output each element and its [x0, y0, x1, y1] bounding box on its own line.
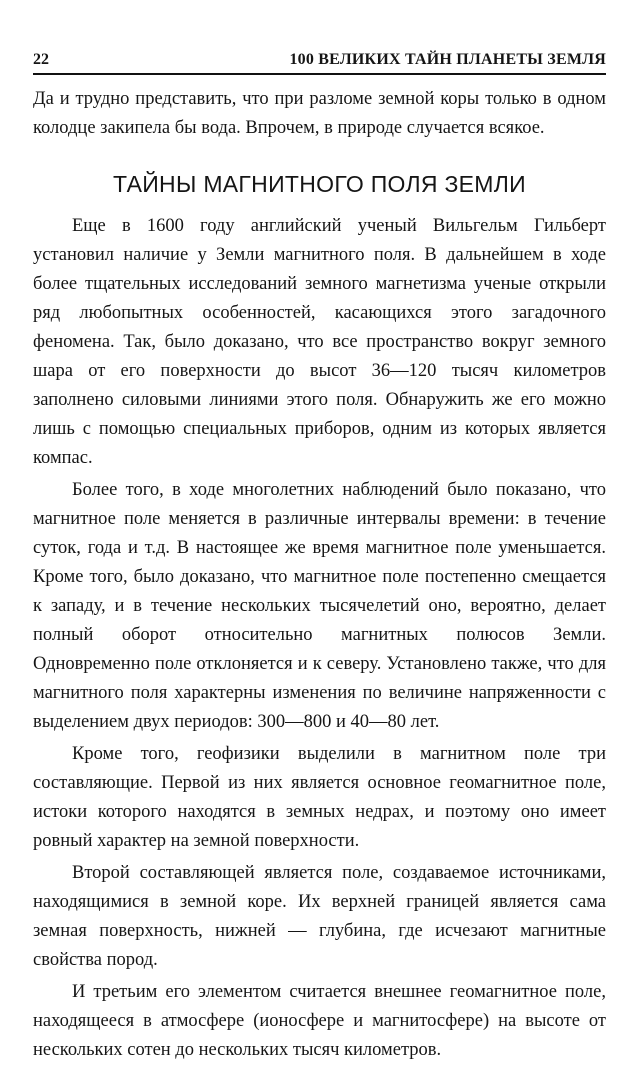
chapter-body	[33, 212, 606, 1065]
chapter-title: ТАЙНЫ МАГНИТНОГО ПОЛЯ ЗЕМЛИ	[113, 171, 526, 197]
intro-text	[33, 85, 606, 143]
paragraph: Второй составляющей является поле, создаваемое источниками, находящимися в земной коре. Их верхней границей является сама земная поверхность, нижней — глубина, где исчезают магнитные свойства пород.	[33, 863, 606, 970]
paragraph: Более того, в ходе многолетних наблюдений было показано, что магнитное поле меняется в различные интервалы времени: в течение суток, года и т.д. В настоящее же время магнитное поле уменьшается. Кроме того, было доказано, что магнитное поле постепенно смещается к западу, и в течение нескольких тысячелетий оно, вероятно, делает полный оборот относительно магнитных полюсов Земли. Одновременно поле отклоняется и к северу. Установлено также, что для магнитного поля характерны изменения по величине напряженности с выделением двух периодов: 300—800 и 40—80 лет.	[33, 480, 606, 732]
page-number: 22	[33, 51, 49, 68]
header-rule	[33, 73, 606, 75]
book-title: 100 ВЕЛИКИХ ТАЙН ПЛАНЕТЫ ЗЕМЛЯ	[289, 51, 606, 68]
intro-paragraph: Да и трудно представить, что при разломе земной коры только в одном колодце закипела бы вода. Впрочем, в природе случается всякое.	[33, 89, 606, 138]
paragraph: И третьим его элементом считается внешнее геомагнитное поле, находящееся в атмосфере (ионосфере и магнитосфере) на высоте от нескольких сотен до нескольких тысяч километров.	[33, 982, 606, 1060]
paragraph: Еще в 1600 году английский ученый Вильгельм Гильберт установил наличие у Земли магнитного поля. В дальнейшем в ходе более тщательных исследований земного магнетизма ученые открыли ряд любопытных особенностей, касающихся этого загадочного феномена. Так, было доказано, что все пространство вокруг земного шара от его поверхности до высот 36—120 тысяч километров заполнено силовыми линиями этого поля. Обнаружить же его можно лишь с помощью специальных приборов, одним из которых является компас.	[33, 216, 606, 468]
running-head	[33, 51, 606, 75]
paragraph: Кроме того, геофизики выделили в магнитном поле три составляющие. Первой из них является основное геомагнитное поле, истоки которого находятся в земных недрах, и поэтому оно имеет ровный характер на земной поверхности.	[33, 744, 606, 851]
